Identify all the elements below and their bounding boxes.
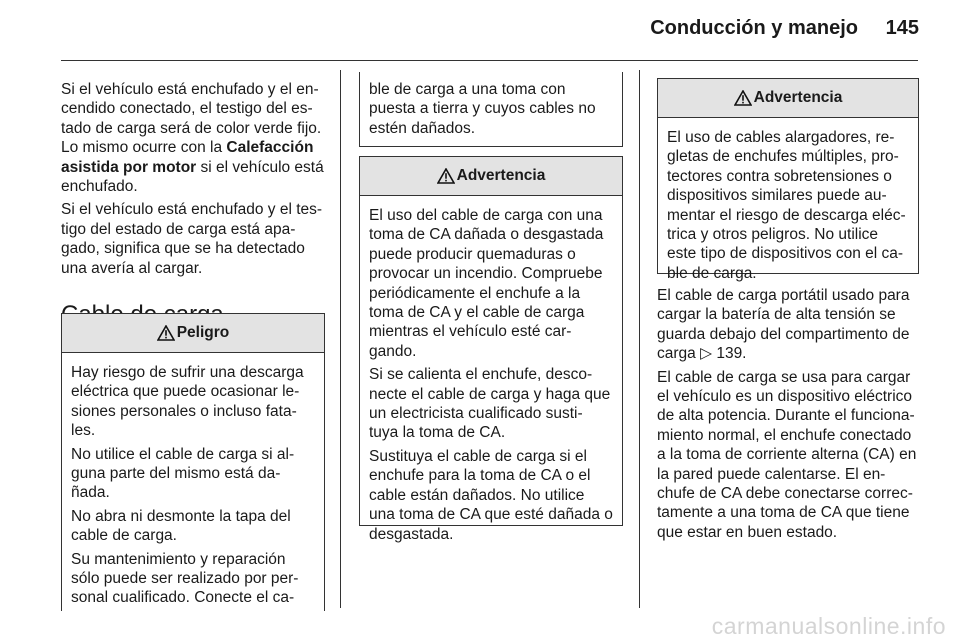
- warning-box-1-heading: Advertencia: [456, 167, 546, 184]
- page-title: Conducción y manejo: [650, 17, 858, 39]
- warning-triangle-icon: [157, 325, 175, 341]
- danger-box: [61, 313, 325, 611]
- continued-box-body: [360, 72, 622, 138]
- header-rule: [61, 60, 918, 61]
- continued-paragraph: ble de carga a una toma con puesta a tierra y cuyos cables no estén dañados.: [369, 81, 596, 137]
- danger-box-header: [62, 314, 324, 353]
- col1-paragraph-2: Si el vehículo está enchufado y el tes- tigo del estado de carga está apa- gado, significa que se ha detectado una avería al cargar.: [61, 201, 323, 277]
- warning-box-2-heading: Advertencia: [753, 89, 843, 106]
- col3-paragraph-2: El cable de carga se usa para cargar el vehículo es un dispositivo eléctrico de alta potencia. Durante el funciona- miento normal, el enchufe conectado a la toma de corriente alterna (CA) en la pared puede calentarse. El en- chufe de CA debe conectarse correc- tamente a una toma de CA que tiene que estar en buen estado.: [657, 368, 917, 541]
- warning-box-1: [359, 156, 623, 543]
- col1-paragraph-1: Si el vehículo está enchufado y el en- cendido conectado, el testigo del es- tado de carga será de color verde fijo. Lo mismo ocurre con la Calefacción asistida por motor si el vehículo está enchufado.: [61, 81, 324, 196]
- warning-box-2: [657, 78, 919, 282]
- bold-term: Calefacción asistida por motor: [61, 139, 314, 176]
- danger-box-body: [62, 353, 324, 608]
- page-number: 145: [885, 17, 919, 39]
- page-reference[interactable]: 139.: [712, 345, 747, 363]
- warning-paragraph: Si se calienta el enchufe, desco- necte el cable de carga y haga que un electricista cualificado susti- tuya la toma de CA.: [369, 366, 611, 442]
- warning-paragraph: El uso de cables alargadores, re- gletas de enchufes múltiples, pro- tectores contra sobretensiones o dispositivos similares puede au- mentar el riesgo de descarga eléc- trica y otros peligros. No utilice este tipo de dispositivos con el ca- ble de carga.: [667, 129, 906, 282]
- watermark: carmanualsonline.info: [711, 613, 946, 639]
- warning-box-1-body: [360, 196, 622, 544]
- danger-paragraph: No abra ni desmonte la tapa del cable de carga.: [71, 507, 291, 545]
- warning-paragraph: Sustituya el cable de carga si el enchufe para la toma de CA o el cable están dañados. No utilice una toma de CA que esté dañada o desgastada.: [369, 447, 613, 543]
- continued-box: [359, 72, 623, 147]
- column-3-text: [657, 286, 922, 546]
- danger-box-heading: Peligro: [176, 324, 230, 341]
- warning-paragraph: El uso del cable de carga con una toma de CA dañada o desgastada puede producir quemaduras o provocar un incendio. Compruebe periódicamente el enchufe a la toma de CA y el cable de carga mientras el vehículo esté car- gando.: [369, 207, 604, 360]
- danger-paragraph: Su mantenimiento y reparación sólo puede ser realizado por per- sonal cualificado. Conecte el ca-: [71, 550, 299, 607]
- column-divider-2: [639, 70, 640, 608]
- column-divider-1: [340, 70, 341, 608]
- danger-paragraph: No utilice el cable de carga si al- guna parte del mismo está da- ñada.: [71, 445, 295, 502]
- page-reference-arrow-icon: ▷: [700, 344, 713, 363]
- warning-box-2-body: [658, 118, 918, 283]
- page-header: [0, 17, 960, 47]
- danger-paragraph: Hay riesgo de sufrir una descarga eléctrica que puede ocasionar le- siones personales o incluso fata- les.: [71, 364, 304, 440]
- warning-box-1-header: [360, 157, 622, 196]
- warning-triangle-icon: [437, 168, 455, 184]
- col3-paragraph-1: El cable de carga portátil usado para cargar la batería de alta tensión se guarda debajo del compartimento de carga ▷ 139.: [657, 287, 910, 363]
- warning-triangle-icon: [734, 90, 752, 106]
- column-1: [61, 80, 326, 344]
- warning-box-2-header: [658, 79, 918, 118]
